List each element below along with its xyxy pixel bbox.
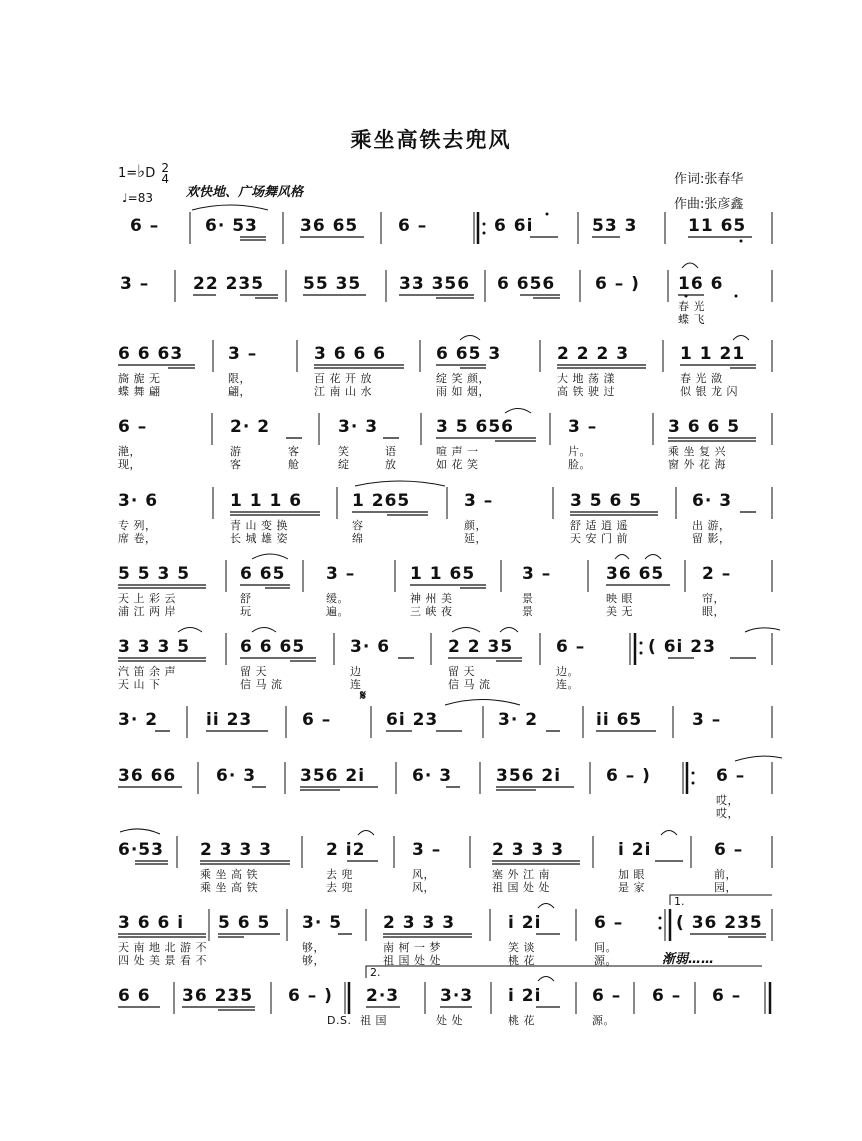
measure: ii 23 bbox=[206, 710, 253, 730]
measure: 36 66 bbox=[118, 766, 177, 786]
measure: 6 – bbox=[594, 913, 624, 933]
lyricist-credit: 作词:张春华 bbox=[674, 172, 744, 187]
measure: 6 – bbox=[714, 840, 744, 860]
lyric: 帘， bbox=[702, 592, 725, 605]
measure: i 2i bbox=[618, 840, 652, 860]
lyric: 舱 bbox=[288, 458, 300, 471]
measure: 6 – ) bbox=[288, 986, 333, 1006]
lyric: 边。 bbox=[556, 665, 579, 678]
measure: 2 3 3 3 bbox=[492, 840, 565, 860]
measure: 3 6 6 i bbox=[118, 913, 185, 933]
lyric: 缓。 bbox=[326, 592, 349, 605]
measure: 3 – bbox=[568, 417, 598, 437]
lyric: 祖 国 bbox=[360, 1014, 387, 1027]
measure: 3 – bbox=[464, 491, 494, 511]
lyric: 源。 bbox=[592, 1014, 615, 1027]
measure: 5 6 5 bbox=[218, 913, 271, 933]
lyric: 舒 适 逍 遥 bbox=[570, 519, 628, 532]
lyric: 处 处 bbox=[436, 1014, 463, 1027]
measure: 3 – bbox=[522, 564, 552, 584]
measure: 2· 2 bbox=[230, 417, 271, 437]
lyric: 窗 外 花 海 bbox=[668, 458, 726, 471]
lyric: 笑 bbox=[338, 445, 350, 458]
flat-sign: ♭ bbox=[137, 162, 146, 182]
measure: 3· 5 bbox=[302, 913, 343, 933]
measure: 6·53 bbox=[118, 840, 164, 860]
measure: 3· 6 bbox=[350, 637, 391, 657]
lyric: 天 山 下 bbox=[118, 678, 161, 691]
volta-1-label: 1. bbox=[674, 895, 685, 908]
lyric: 放 bbox=[385, 458, 397, 471]
measure: 36 235 bbox=[182, 986, 254, 1006]
lyric: 映 眼 bbox=[606, 592, 633, 605]
lyric: 留 天 bbox=[448, 665, 475, 678]
measure: 3· 6 bbox=[118, 491, 159, 511]
lyric: 青 山 变 换 bbox=[230, 519, 288, 532]
lyric: 加 眼 bbox=[618, 868, 645, 881]
measure: 6 – bbox=[556, 637, 586, 657]
lyric: 祖 国 处 处 bbox=[492, 881, 550, 894]
measure: 36 65 bbox=[300, 216, 359, 236]
measure: ( 6i 23 bbox=[648, 637, 716, 657]
measure: 6 6 65 bbox=[240, 637, 306, 657]
time-top: 2 bbox=[161, 160, 169, 175]
lyric: 间。 bbox=[594, 941, 617, 954]
lyric: 乘 坐 复 兴 bbox=[668, 445, 726, 458]
lyric: 语 bbox=[385, 445, 397, 458]
lyric: 塞 外 江 南 bbox=[492, 868, 550, 881]
lyric: 神 州 美 bbox=[410, 592, 453, 605]
measure: 16 6 bbox=[678, 274, 724, 294]
measure: 6 – ) bbox=[606, 766, 651, 786]
lyric: 如 花 笑 bbox=[436, 458, 479, 471]
lyric: 汽 笛 余 声 bbox=[118, 665, 176, 678]
measure: 36 65 bbox=[606, 564, 665, 584]
lyric: 够， bbox=[302, 954, 325, 967]
measure: 6· 53 bbox=[205, 216, 258, 236]
lyric: 舒 bbox=[240, 592, 252, 605]
measure: 2·3 bbox=[366, 986, 400, 1006]
lyric: 四 处 美 景 看 不 bbox=[118, 954, 207, 967]
composer-credit: 作曲:张彦鑫 bbox=[674, 197, 744, 212]
measure: 55 35 bbox=[303, 274, 362, 294]
lyric: 客 bbox=[230, 458, 242, 471]
lyric: 大 地 荡 漾 bbox=[557, 372, 615, 385]
measure: i 2i bbox=[508, 913, 542, 933]
lyric: 春 光 潋 bbox=[680, 372, 723, 385]
lyric: 蝶 飞 bbox=[678, 313, 705, 326]
lyric: 桃 花 bbox=[508, 954, 535, 967]
measure: 33 356 bbox=[399, 274, 471, 294]
lyric: 信 马 流 bbox=[240, 678, 283, 691]
lyric: 留 天 bbox=[240, 665, 267, 678]
ds-marking: D.S. bbox=[327, 1014, 352, 1027]
measure: 2 3 3 3 bbox=[383, 913, 456, 933]
lyric: 绵 bbox=[352, 532, 364, 545]
lyric: 笑 谈 bbox=[508, 941, 535, 954]
volta-2-label: 2. bbox=[370, 966, 381, 979]
lyric: 蝶 舞 翩 bbox=[118, 385, 161, 398]
lyric: 去 兜 bbox=[326, 881, 353, 894]
measure: 3 5 656 bbox=[436, 417, 514, 437]
lyric: 桃 花 bbox=[508, 1014, 535, 1027]
lyric: 天 南 地 北 游 不 bbox=[118, 941, 207, 954]
lyric: 脸。 bbox=[568, 458, 591, 471]
style-marking: 欢快地、广场舞风格 bbox=[186, 185, 304, 200]
lyric: 连 bbox=[350, 678, 362, 691]
lyric: 长 城 雄 姿 bbox=[230, 532, 288, 545]
measure: 6 6 bbox=[118, 986, 151, 1006]
measure: 1 1 65 bbox=[410, 564, 476, 584]
lyric: 留 影， bbox=[692, 532, 731, 545]
measure: 3 3 3 5 bbox=[118, 637, 191, 657]
lyric: 前， bbox=[714, 868, 737, 881]
lyric: 片。 bbox=[568, 445, 591, 458]
lyric: 翩， bbox=[228, 385, 251, 398]
measure: 6 – bbox=[592, 986, 622, 1006]
measure: 2 i2 bbox=[326, 840, 366, 860]
lyric: 哎， bbox=[716, 807, 739, 820]
measure: 6 – bbox=[130, 216, 160, 236]
lyric: 雨 如 烟， bbox=[436, 385, 490, 398]
lyric: 天 上 彩 云 bbox=[118, 592, 176, 605]
measure: 2 2 2 3 bbox=[557, 344, 630, 364]
lyric: 哎， bbox=[716, 794, 739, 807]
measure: 6 6 63 bbox=[118, 344, 184, 364]
song-title: 乘坐高铁去兜风 bbox=[350, 127, 512, 152]
measure: 6 6i bbox=[494, 216, 534, 236]
lyric: 天 安 门 前 bbox=[570, 532, 628, 545]
lyric: 高 铁 驶 过 bbox=[557, 385, 615, 398]
lyric: 景 bbox=[522, 605, 534, 618]
measure: ii 65 bbox=[596, 710, 643, 730]
lyric: 南 柯 一 梦 bbox=[383, 941, 441, 954]
lyric: 江 南 山 水 bbox=[314, 385, 372, 398]
lyric: 游 bbox=[230, 445, 242, 458]
lyric: 绽 笑 颜， bbox=[436, 372, 490, 385]
measure: 356 2i bbox=[300, 766, 366, 786]
measure: 2 2 35 bbox=[448, 637, 514, 657]
measure: 6i 23 bbox=[386, 710, 439, 730]
key-label: 1= bbox=[118, 166, 138, 181]
measure: ( 36 235 bbox=[676, 913, 763, 933]
lyric: 浦 江 两 岸 bbox=[118, 605, 176, 618]
measure: 1 1 1 6 bbox=[230, 491, 303, 511]
lyric: 信 马 流 bbox=[448, 678, 491, 691]
measure: 6 – bbox=[398, 216, 428, 236]
lyric: 三 峡 夜 bbox=[410, 605, 453, 618]
measure: 1 265 bbox=[352, 491, 411, 511]
measure: 6· 3 bbox=[216, 766, 257, 786]
measure: 6· 3 bbox=[412, 766, 453, 786]
measure: 3 – bbox=[120, 274, 150, 294]
measure: 53 3 bbox=[592, 216, 638, 236]
lyric: 限， bbox=[228, 372, 251, 385]
lyric: 颜， bbox=[464, 519, 487, 532]
lyric: 景 bbox=[522, 592, 534, 605]
measure: 3 – bbox=[228, 344, 258, 364]
measure: 3 6 6 6 bbox=[314, 344, 387, 364]
lyric: 源。 bbox=[594, 954, 617, 967]
lyric: 绽 bbox=[338, 458, 350, 471]
lyric: 美 无 bbox=[606, 605, 633, 618]
lyric: 客 bbox=[288, 445, 300, 458]
lyric: 出 游， bbox=[692, 519, 731, 532]
measure: 3 – bbox=[412, 840, 442, 860]
tempo-marking: ♩=83 bbox=[122, 191, 153, 205]
lyric: 春 光 bbox=[678, 300, 705, 313]
measure: 6 – bbox=[716, 766, 746, 786]
measure: 1 1 21 bbox=[680, 344, 746, 364]
measure: 6 – bbox=[302, 710, 332, 730]
lyric: 乘 坐 高 铁 bbox=[200, 881, 258, 894]
lyric: 席 卷， bbox=[118, 532, 157, 545]
measure: 3· 2 bbox=[498, 710, 539, 730]
measure: 356 2i bbox=[496, 766, 562, 786]
lyric: 乘 坐 高 铁 bbox=[200, 868, 258, 881]
time-bottom: 4 bbox=[161, 171, 169, 186]
lyric: 连。 bbox=[556, 678, 579, 691]
measure: 6 65 3 bbox=[436, 344, 502, 364]
measure: 2 3 3 3 bbox=[200, 840, 273, 860]
measure: 3 – bbox=[692, 710, 722, 730]
measure: 2 – bbox=[702, 564, 732, 584]
lyric: 延， bbox=[464, 532, 487, 545]
measure: 3· 3 bbox=[338, 417, 379, 437]
measure: 6 65 bbox=[240, 564, 286, 584]
lyric: 遍。 bbox=[326, 605, 349, 618]
lyric: 滟， bbox=[118, 445, 141, 458]
measure: 3 – bbox=[326, 564, 356, 584]
measure: 6· 3 bbox=[692, 491, 733, 511]
measure: 6 – bbox=[712, 986, 742, 1006]
measure: 11 65 bbox=[688, 216, 747, 236]
lyric: 祖 国 处 处 bbox=[383, 954, 441, 967]
measure: 3 6 6 5 bbox=[668, 417, 741, 437]
lyric: 似 银 龙 闪 bbox=[680, 385, 738, 398]
lyric: 是 家 bbox=[618, 881, 645, 894]
lyric: 喧 声 一 bbox=[436, 445, 479, 458]
lyric: 现， bbox=[118, 458, 141, 471]
lyric: 风， bbox=[412, 868, 435, 881]
measure: 22 235 bbox=[193, 274, 265, 294]
lyric: 百 花 开 放 bbox=[314, 372, 372, 385]
diminuendo-marking: 渐弱…… bbox=[662, 952, 715, 967]
lyric: 旖 旎 无 bbox=[118, 372, 161, 385]
lyric: 够， bbox=[302, 941, 325, 954]
lyric: 去 兜 bbox=[326, 868, 353, 881]
lyric: 园， bbox=[714, 881, 737, 894]
lyric: 眼， bbox=[702, 605, 725, 618]
measure: 5 5 3 5 bbox=[118, 564, 191, 584]
key-note: D bbox=[145, 166, 156, 181]
lyric: 风， bbox=[412, 881, 435, 894]
measure: 6 – bbox=[652, 986, 682, 1006]
lyric: 容 bbox=[352, 519, 364, 532]
measure: 6 – ) bbox=[595, 274, 640, 294]
measure: 3 5 6 5 bbox=[570, 491, 643, 511]
measure: 6 656 bbox=[497, 274, 556, 294]
measure: 3·3 bbox=[440, 986, 474, 1006]
measure: 3· 2 bbox=[118, 710, 159, 730]
lyric: 玩 bbox=[240, 605, 252, 618]
lyric: 边 bbox=[350, 665, 362, 678]
segno-icon: 𝄋 bbox=[360, 688, 367, 704]
measure: 6 – bbox=[118, 417, 148, 437]
lyric: 专 列， bbox=[118, 519, 157, 532]
measure: i 2i bbox=[508, 986, 542, 1006]
